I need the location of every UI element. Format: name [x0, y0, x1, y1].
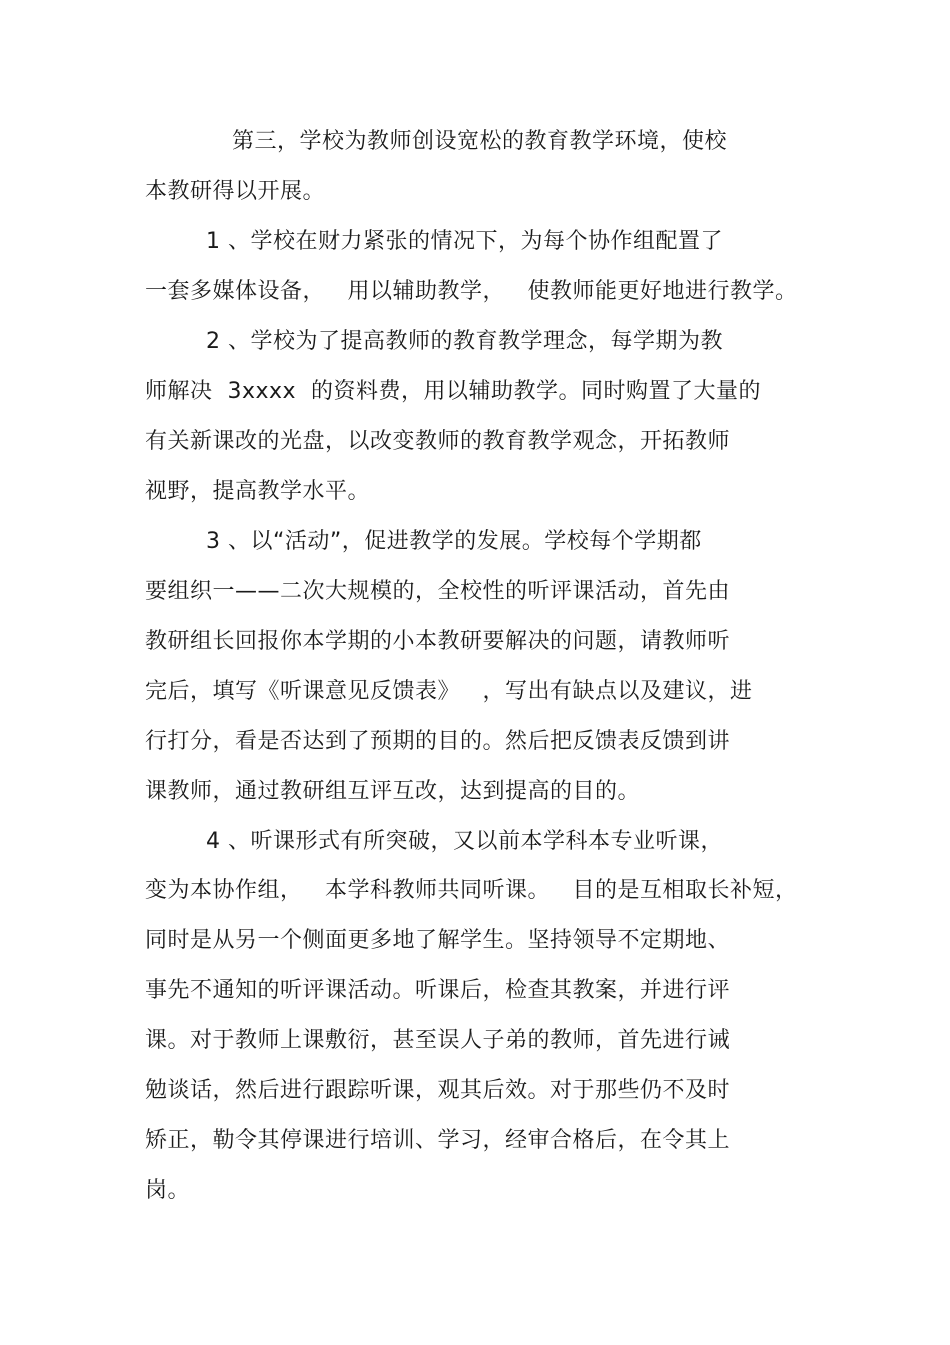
text-line: 3 、以“活动”，促进教学的发展。学校每个学期都 — [206, 529, 702, 554]
text-line: 视野，提高教学水平。 — [145, 479, 371, 504]
text-line: 课教师，通过教研组互评互改，达到提高的目的。 — [145, 779, 641, 804]
text-line: 事先不通知的听评课活动。听课后，检查其教案，并进行评 — [145, 978, 731, 1003]
text-line: 1 、学校在财力紧张的情况下，为每个协作组配置了 — [206, 229, 723, 254]
text-line: 矫正，勒令其停课进行培训、学习，经审合格后，在令其上 — [145, 1128, 731, 1153]
text-line: 岗。 — [145, 1178, 191, 1203]
text-line: 要组织一——二次大规模的，全校性的听评课活动，首先由 — [145, 579, 731, 604]
text-line: 一套多媒体设备， 用以辅助教学， 使教师能更好地进行教学。 — [145, 279, 798, 304]
text-line: 行打分，看是否达到了预期的目的。然后把反馈表反馈到讲 — [145, 729, 731, 754]
text-line: 有关新课改的光盘，以改变教师的教育教学观念，开拓教师 — [145, 429, 731, 454]
text-line: 勉谈话，然后进行跟踪听课，观其后效。对于那些仍不及时 — [145, 1078, 731, 1103]
text-line: 变为本协作组， 本学科教师共同听课。 目的是互相取长补短， — [145, 878, 798, 903]
text-line: 教研组长回报你本学期的小本教研要解决的问题，请教师听 — [145, 629, 731, 654]
text-line: 2 、学校为了提高教师的教育教学理念，每学期为教 — [206, 329, 723, 354]
text-line: 4 、听课形式有所突破，又以前本学科本专业听课， — [206, 829, 723, 854]
text-line: 课。对于教师上课敷衍，甚至误人子弟的教师，首先进行诫 — [145, 1028, 731, 1053]
text-line: 同时是从另一个侧面更多地了解学生。坚持领导不定期地、 — [145, 928, 731, 953]
text-line: 完后，填写《听课意见反馈表》 ，写出有缺点以及建议，进 — [145, 679, 753, 704]
text-line: 师解决 3xxxx 的资料费，用以辅助教学。同时购置了大量的 — [145, 379, 762, 404]
text-line: 第三，学校为教师创设宽松的教育教学环境，使校 — [232, 129, 728, 154]
text-line: 本教研得以开展。 — [145, 179, 326, 204]
